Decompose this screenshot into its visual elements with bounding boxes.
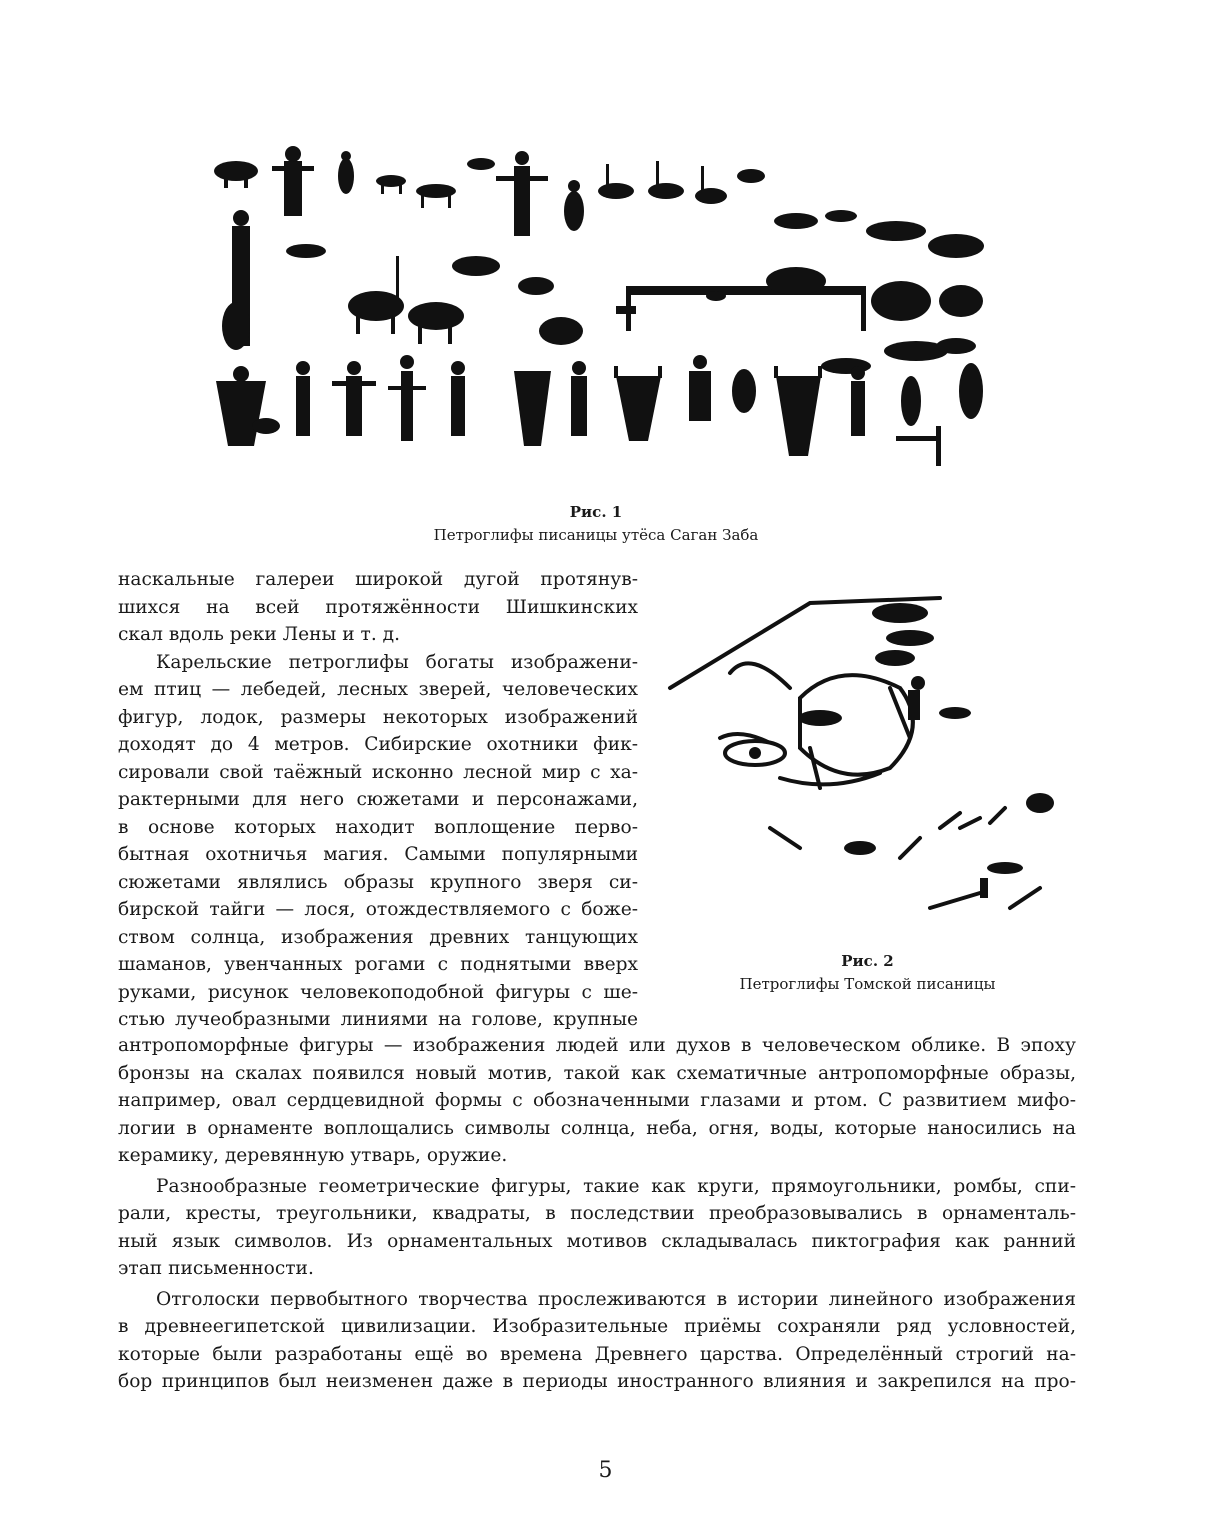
- figure-2-caption: [660, 950, 1075, 996]
- text-line: руками, рисунок человекоподобной фигуры с ше-: [118, 981, 638, 1003]
- text-line: бор принципов был неизменен даже в периоды иностранного влияния и закрепился на про-: [118, 1371, 1076, 1392]
- text-line: стью лучеобразными линиями на голове, крупные: [118, 1009, 638, 1030]
- text-line: этап письменности.: [118, 1258, 314, 1279]
- text-line: антропоморфные фигуры — изображения людей или духов в человеческом облике. В эпоху: [118, 1035, 1076, 1056]
- text-line: логии в орнаменте воплощались символы солнца, неба, огня, воды, которые наносились на: [118, 1117, 1076, 1139]
- text-line: Разнообразные геометрические фигуры, такие как круги, прямоугольники, ромбы, спи-: [156, 1175, 1076, 1197]
- text-line: доходят до 4 метров. Сибирские охотники фик-: [118, 734, 638, 755]
- figure-2-number: Рис. 2: [841, 952, 894, 970]
- text-line: рали, кресты, треугольники, квадраты, в последствии преобразовывались в орнаменталь-: [118, 1203, 1076, 1224]
- figure-1-number: Рис. 1: [569, 503, 623, 521]
- text-line: сировали свой таёжный исконно лесной мир с ха-: [118, 761, 638, 783]
- text-line: Отголоски первобытного творчества прослеживаются в истории линейного изображения: [156, 1288, 1076, 1310]
- figure-1-caption-text: Петроглифы писаницы утёса Саган Заба: [433, 526, 759, 544]
- full-width-text: [118, 1032, 1076, 1396]
- text-line: шаманов, увенчанных рогами с поднятыми вверх: [118, 954, 638, 975]
- text-line: бирской тайги — лося, отождествляемого с боже-: [118, 899, 638, 920]
- text-line: наскальные галереи широкой дугой протянув-: [118, 569, 638, 590]
- page-number: 5: [598, 1458, 613, 1483]
- text-line: шихся на всей протяжённости Шишкинских: [118, 596, 638, 618]
- text-line: которые были разработаны ещё во времена Древнего царства. Определённый строгий на-: [118, 1343, 1076, 1365]
- figure-2-petroglyphs: [660, 578, 1075, 938]
- text-line: сюжетами являлись образы крупного зверя си-: [118, 871, 638, 893]
- text-line: например, овал сердцевидной формы с обозначенными глазами и ртом. С развитием мифо-: [118, 1090, 1076, 1111]
- text-line: скал вдоль реки Лены и т. д.: [118, 624, 401, 645]
- text-line: фигур, лодок, размеры некоторых изображений: [118, 706, 638, 728]
- text-line: ем птиц — лебедей, лесных зверей, человеческих: [118, 679, 638, 700]
- text-line: бронзы на скалах появился новый мотив, такой как схематичные антропоморфные образы,: [118, 1062, 1076, 1084]
- figure-1-caption: [196, 501, 996, 547]
- text-line: Карельские петроглифы богаты изображени-: [156, 651, 638, 673]
- text-line: в древнеегипетской цивилизации. Изобразительные приёмы сохраняли ряд условностей,: [118, 1316, 1076, 1337]
- text-line: в основе которых находит воплощение перво-: [118, 816, 638, 838]
- left-column-text: [118, 566, 638, 1034]
- figure-1-petroglyphs: [196, 136, 996, 478]
- text-line: ством солнца, изображения древних танцующих: [118, 926, 638, 948]
- text-line: ный язык символов. Из орнаментальных мотивов складывалась пиктография как ранний: [118, 1230, 1076, 1252]
- text-line: бытная охотничья магия. Самыми популярными: [118, 844, 638, 865]
- text-line: керамику, деревянную утварь, оружие.: [118, 1145, 508, 1166]
- text-line: рактерными для него сюжетами и персонажами,: [118, 789, 638, 810]
- figure-2-caption-text: Петроглифы Томской писаницы: [739, 975, 996, 993]
